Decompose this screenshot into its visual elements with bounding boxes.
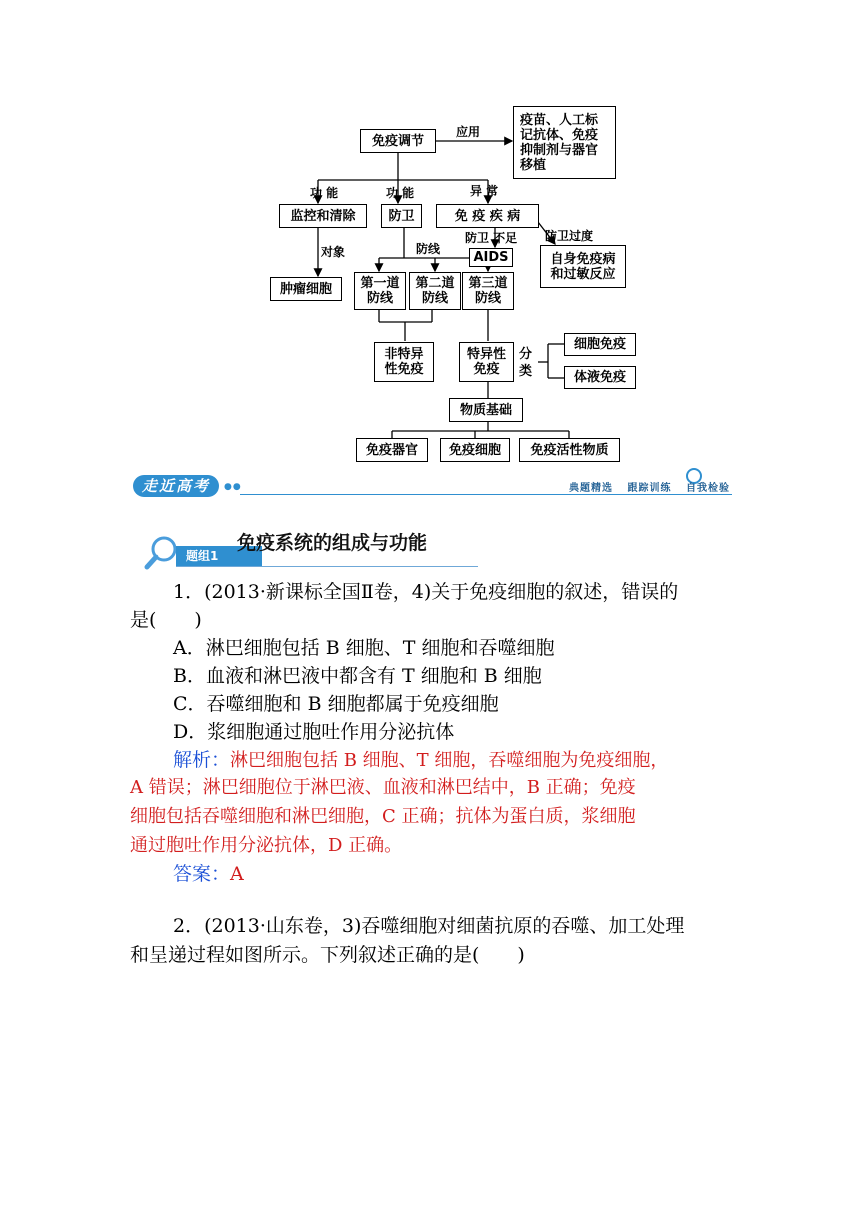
node-organs: 免疫器官 [356,438,428,462]
node-monitor-clear: 监控和清除 [279,204,367,228]
q1-analysis-line2: A 错误；淋巴细胞位于淋巴液、血液和淋巴结中，B 正确；免疫 [130,777,636,798]
q1-answer-value: A [230,863,244,885]
node-immune-disease: 免 疫 疾 病 [436,204,539,228]
q1-option-b: B．血液和淋巴液中都含有 T 细胞和 B 细胞 [173,665,542,687]
edge-label-insufficient: 防卫 不足 [465,231,518,245]
node-third-line: 第三道 防线 [462,272,514,310]
q1-analysis-label: 解析： [173,749,231,771]
node-autoimmune: 自身免疫病 和过敏反应 [540,245,626,288]
q1-stem-line1: 1．(2013·新课标全国Ⅱ卷，4)关于免疫细胞的叙述，错误的 [173,581,679,603]
edge-label-target: 对象 [321,245,346,259]
group-title: 免疫系统的组成与功能 [237,532,428,554]
node-cells: 免疫细胞 [440,438,510,462]
edge-label-abnormal: 异 常 [470,184,499,198]
node-nonspecific: 非特异 性免疫 [374,342,434,382]
group-tag: 题组1 [176,546,262,566]
q1-analysis-first-line [173,746,668,775]
q2-stem-line2: 和呈递过程如图所示。下列叙述正确的是( ) [130,944,525,966]
node-application-targets: 疫苗、人工标 记抗体、免疫 抑制剂与器官 移植 [513,106,616,179]
q1-answer-label: 答案： [173,863,231,885]
node-second-line: 第二道 防线 [409,272,461,310]
q1-answer [173,860,244,888]
edge-label-excessive: 防卫过度 [545,229,594,243]
banner-right-items: 典题精选 跟踪训练 自我检验 [569,483,730,494]
node-first-line: 第一道 防线 [354,272,406,310]
q2-stem-line1: 2．(2013·山东卷，3)吞噬细胞对细菌抗原的吞噬、加工处理 [173,915,685,937]
section-banner [130,472,736,500]
edge-label-function-1: 功 能 [310,186,339,200]
edge-label-classify: 分 类 [519,347,533,379]
node-tumor-cells: 肿瘤细胞 [270,277,342,301]
banner-dots-icon: ●● [224,482,242,492]
edge-label-defense-lines: 防线 [416,242,441,256]
q1-option-d: D．浆细胞通过胞吐作用分泌抗体 [173,721,455,743]
node-material-basis: 物质基础 [449,398,523,422]
node-active-substances: 免疫活性物质 [519,438,620,462]
edge-label-apply: 应用 [456,125,481,139]
node-aids: AIDS [469,248,513,267]
banner-title: 走近高考 [133,475,219,497]
node-defense: 防卫 [381,204,422,228]
q1-analysis-line4: 通过胞吐作用分泌抗体，D 正确。 [130,835,403,856]
node-cellular: 细胞免疫 [564,333,636,356]
group-underline [176,566,478,567]
q1-option-a: A．淋巴细胞包括 B 细胞、T 细胞和吞噬细胞 [173,637,555,659]
edge-label-function-2: 功 能 [386,186,415,200]
q1-analysis-line1: 淋巴细胞包括 B 细胞、T 细胞，吞噬细胞为免疫细胞， [230,750,669,771]
concept-map-connectors [0,0,860,470]
node-immune-regulation: 免疫调节 [360,129,436,153]
node-humoral: 体液免疫 [564,366,636,389]
q1-stem-line2: 是( ) [130,609,202,631]
banner-divider [240,494,732,495]
q1-analysis-line3: 细胞包括吞噬细胞和淋巴细胞，C 正确；抗体为蛋白质，浆细胞 [130,806,636,827]
q1-option-c: C．吞噬细胞和 B 细胞都属于免疫细胞 [173,693,499,715]
node-specific: 特异性 免疫 [459,342,514,382]
